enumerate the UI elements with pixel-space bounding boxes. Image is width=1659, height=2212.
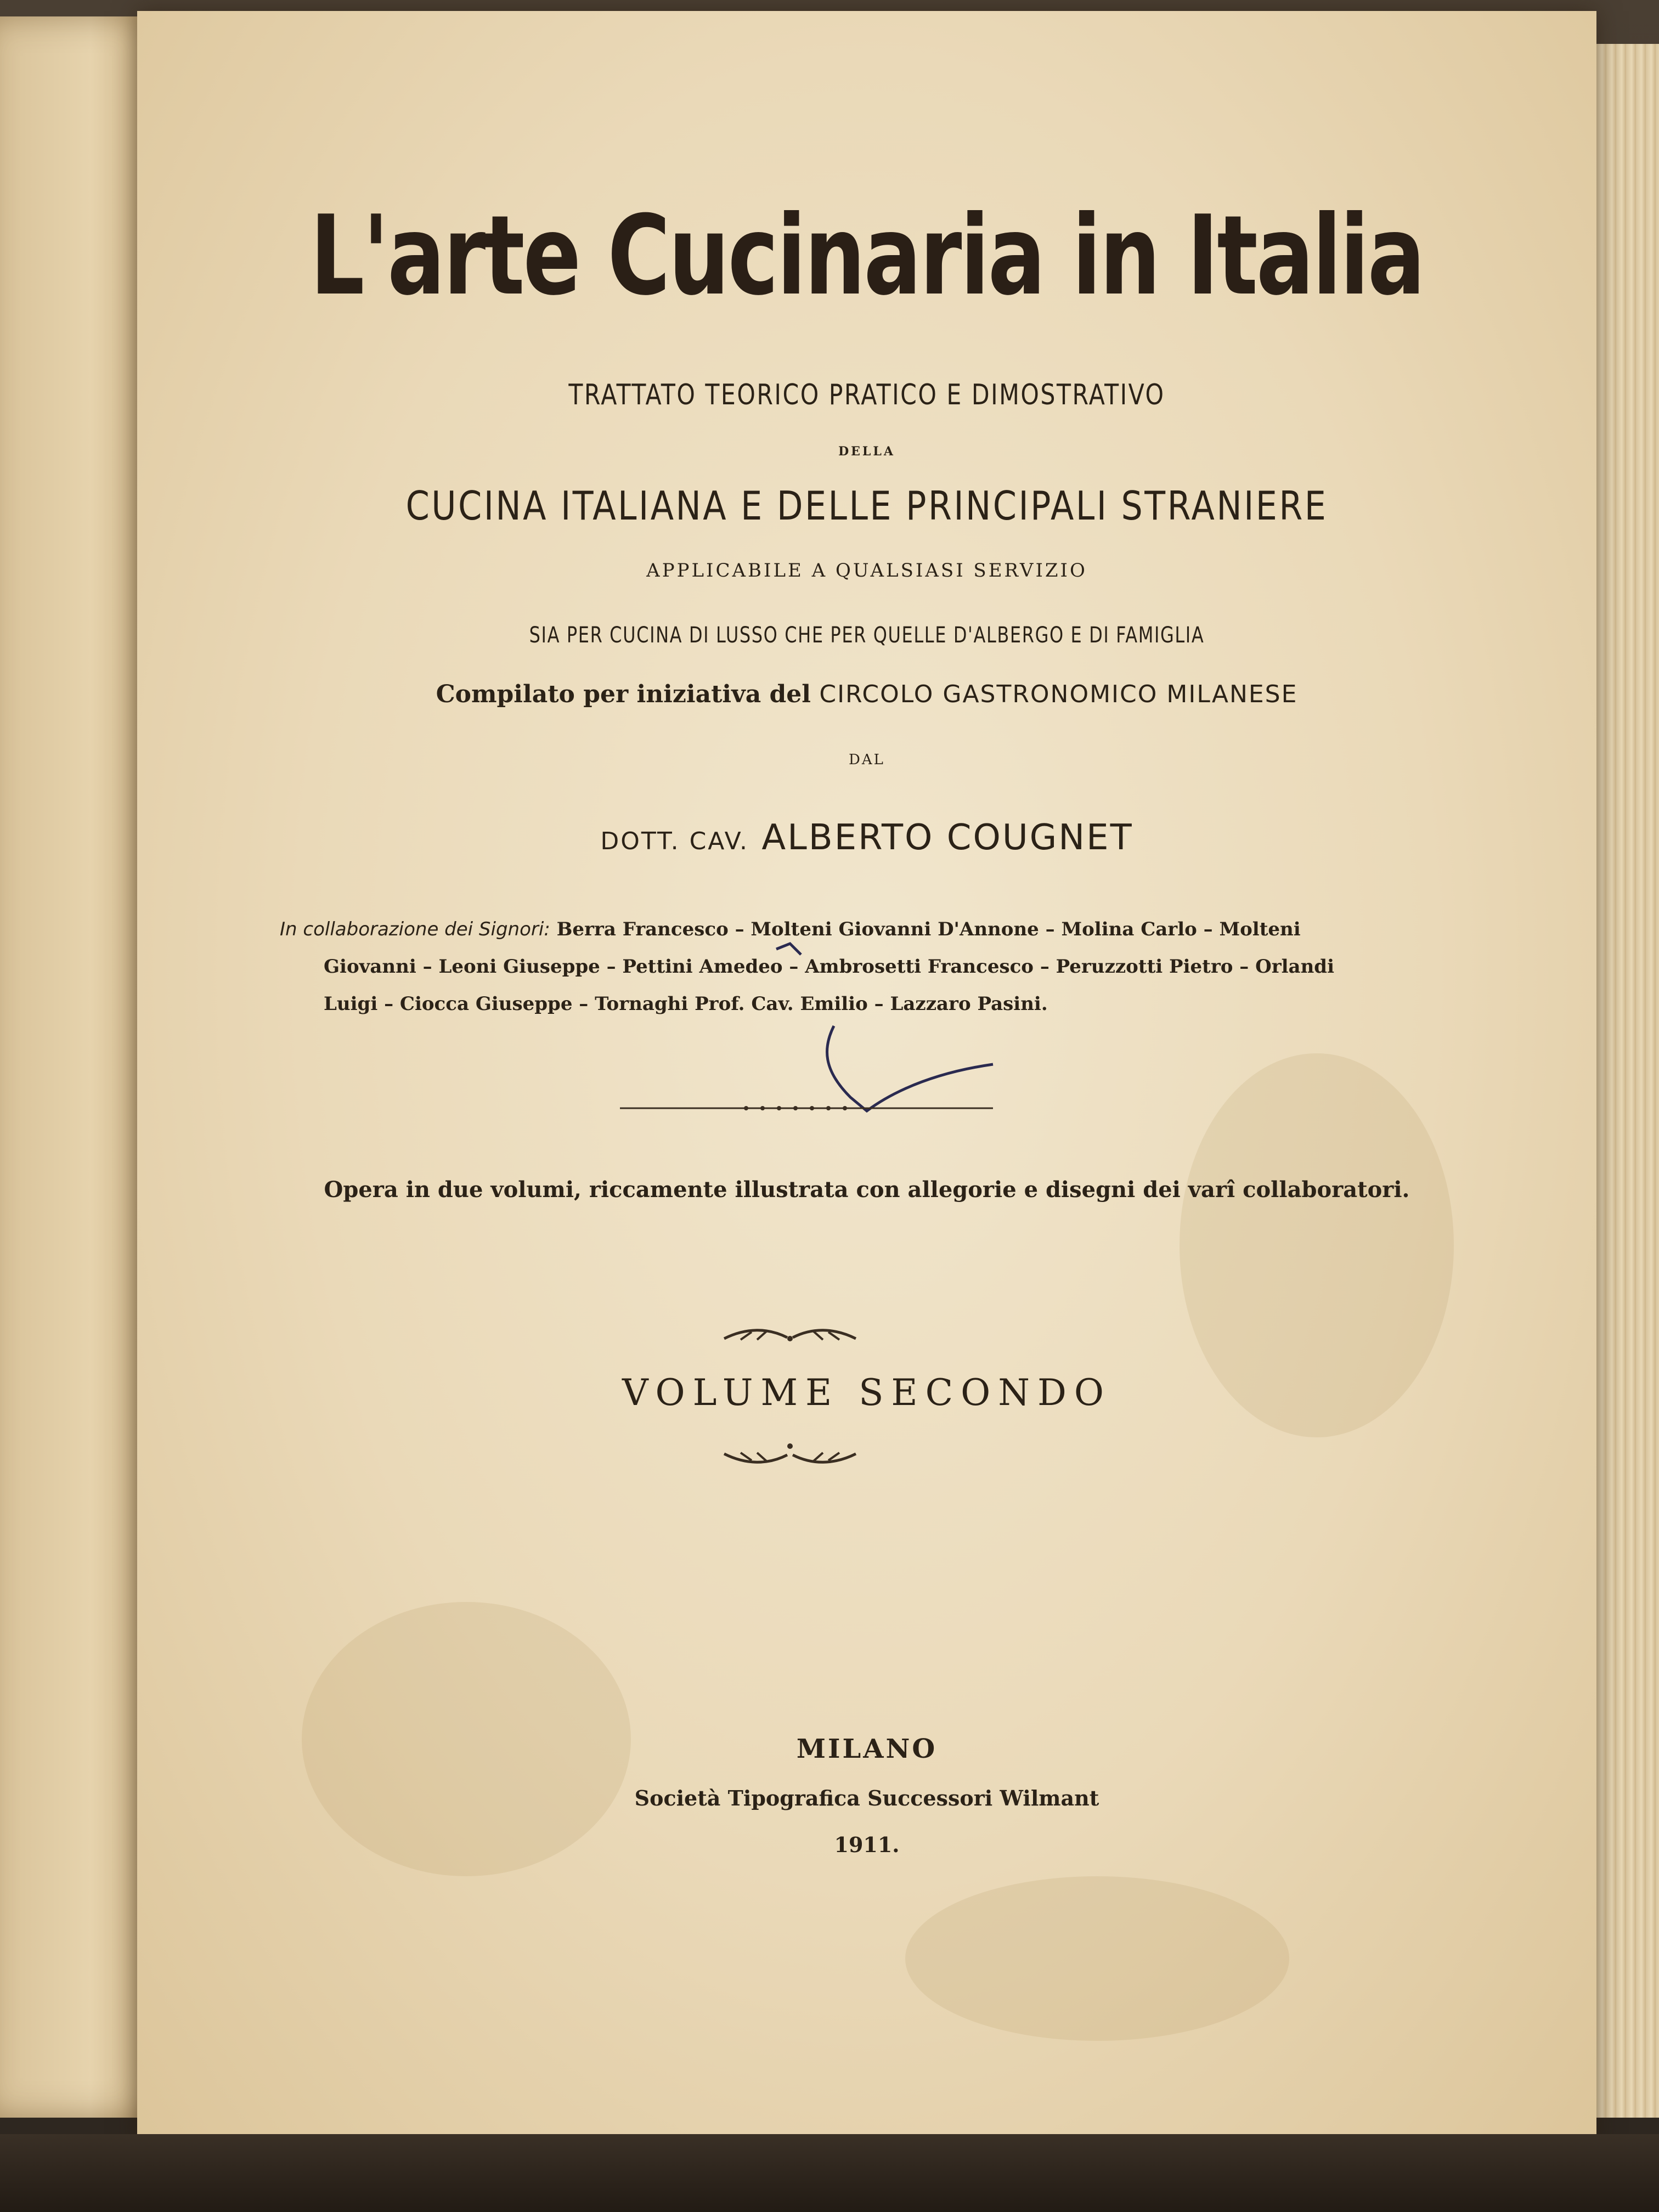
- compiled-prefix: Compilato per iniziativa del: [436, 680, 811, 708]
- subtitle-line-1: TRATTATO TEORICO PRATICO E DIMOSTRATIVO: [568, 379, 1165, 411]
- subtitle-line-2: CUCINA ITALIANA E DELLE PRINCIPALI STRANIERE: [405, 483, 1328, 529]
- dal-label: DAL: [849, 752, 885, 768]
- table-surface: [0, 2134, 1659, 2212]
- subtitle-line-4: SIA PER CUCINA DI LUSSO CHE PER QUELLE D'ALBERGO E DI FAMIGLIA: [529, 623, 1205, 648]
- collaborators-line-2: Giovanni – Leoni Giuseppe – Pettini Amedeo – Ambrosetti Francesco – Peruzzotti Pietro – Orlandi: [324, 956, 1334, 978]
- subtitle-line-3: APPLICABILE A QUALSIASI SERVIZIO: [646, 560, 1087, 582]
- collaborators-names-1: Berra Francesco – Molteni Giovanni D'Annone – Molina Carlo – Molteni: [556, 918, 1301, 940]
- publisher-label: Società Tipografica Successori Wilmant: [634, 1786, 1099, 1810]
- compiled-organization: CIRCOLO GASTRONOMICO MILANESE: [819, 680, 1298, 708]
- description-line: Opera in due volumi, riccamente illustrata con allegorie e disegni dei varî collaboratori.: [324, 1177, 1410, 1203]
- subtitle-della: DELLA: [838, 444, 895, 459]
- author-name: ALBERTO COUGNET: [761, 817, 1133, 858]
- title-page: [137, 11, 1596, 2145]
- handwritten-pen-mark: [686, 938, 1037, 1119]
- author-prefix: DOTT. CAV.: [600, 827, 749, 855]
- paper-stain: [905, 1876, 1289, 2041]
- compiled-line: [137, 680, 1596, 708]
- ornament-bottom: [719, 1443, 861, 1470]
- main-title: L'arte Cucinaria in Italia: [310, 192, 1424, 320]
- collaboration-intro: In collaborazione dei Signori:: [280, 918, 550, 940]
- ornament-top: [719, 1322, 861, 1344]
- author-line: [137, 817, 1596, 858]
- year-label: 1911.: [834, 1832, 900, 1857]
- volume-label: VOLUME SECONDO: [622, 1372, 1111, 1414]
- collaborators-line-3: Luigi – Ciocca Giuseppe – Tornaghi Prof. Cav. Emilio – Lazzaro Pasini.: [324, 993, 1048, 1015]
- rule-divider: [620, 1100, 993, 1116]
- city-label: MILANO: [796, 1734, 938, 1764]
